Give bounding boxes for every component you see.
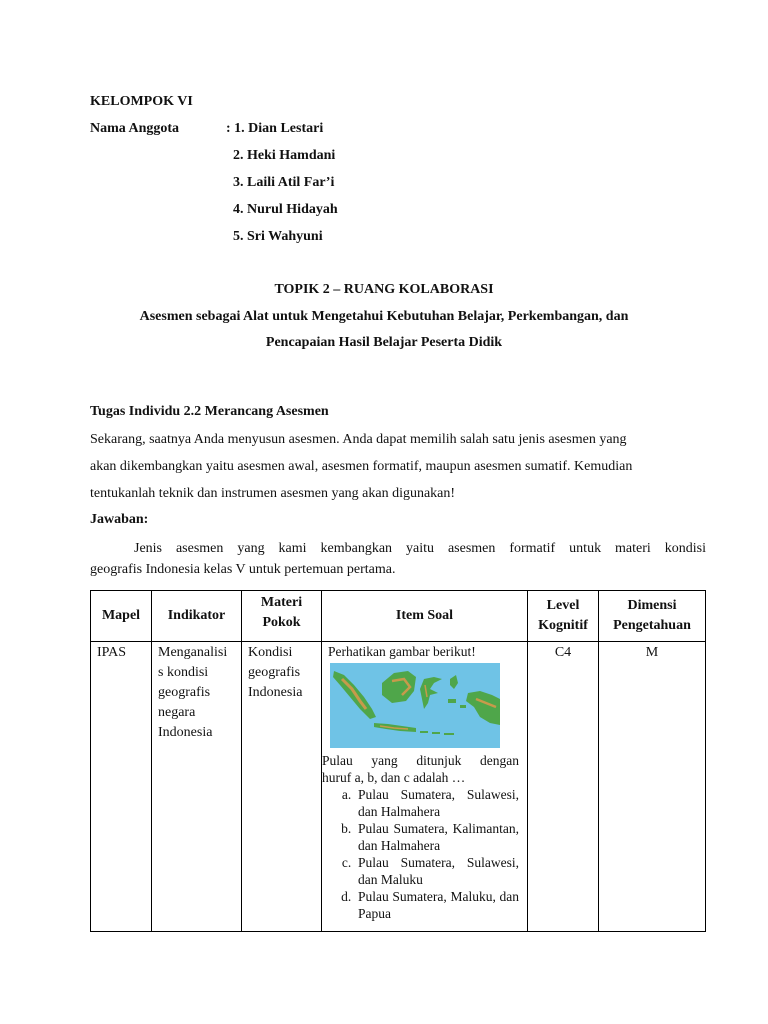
member-item: : 1. Dian Lestari: [226, 121, 324, 136]
member-item: 3. Laili Atil Far’i: [233, 175, 335, 190]
indikator-line: Menganalisi: [158, 645, 228, 660]
cell-dimensi: M: [599, 642, 706, 932]
indonesia-map-image: [330, 663, 500, 748]
header-level-kognitif: Level Kognitif: [528, 591, 599, 642]
header-materi-pokok: Materi Pokok: [242, 591, 322, 642]
answer-line: geografis Indonesia kelas V untuk pertemuan pertama.: [90, 562, 396, 577]
option-b: b. Pulau Sumatera, Kalimantan, dan Halmahera: [358, 820, 519, 854]
topic-subtitle-line1: Asesmen sebagai Alat untuk Mengetahui Kebutuhan Belajar, Perkembangan, dan: [139, 309, 629, 324]
member-item: 4. Nurul Hidayah: [233, 202, 338, 217]
option-a: a. Pulau Sumatera, Sulawesi, dan Halmahera: [358, 786, 519, 820]
table-row: [91, 642, 706, 932]
materi-line: Kondisi: [248, 645, 293, 660]
indikator-line: Indonesia: [158, 725, 213, 740]
option-d: d. Pulau Sumatera, Maluku, dan Papua: [358, 888, 519, 922]
task-heading: Tugas Individu 2.2 Merancang Asesmen: [90, 404, 329, 419]
question-line: Pulau yang ditunjuk dengan: [322, 753, 519, 768]
materi-line: Indonesia: [248, 685, 303, 700]
task-body-line: Sekarang, saatnya Anda menyusun asesmen. Anda dapat memilih salah satu jenis asesmen yang: [90, 432, 627, 447]
header-dimensi-pengetahuan: Dimensi Pengetahuan: [599, 591, 706, 642]
topic-title: TOPIK 2 – RUANG KOLABORASI: [274, 282, 494, 297]
header-indikator: Indikator: [152, 591, 242, 642]
cell-level: C4: [528, 642, 599, 932]
assessment-table: [90, 590, 706, 932]
topic-subtitle-line2: Pencapaian Hasil Belajar Peserta Didik: [265, 335, 503, 350]
header-mapel: Mapel: [91, 591, 152, 642]
map-graphic: [330, 663, 500, 748]
answer-line: Jenis asesmen yang kami kembangkan yaitu asesmen formatif untuk materi kondisi: [134, 541, 706, 556]
task-body: [90, 426, 706, 507]
cell-materi: [242, 642, 322, 932]
group-name: KELOMPOK VI: [90, 94, 193, 109]
member-item: 2. Heki Hamdani: [233, 148, 336, 163]
answer-options: [322, 786, 519, 922]
answer-label: Jawaban:: [90, 512, 149, 527]
member-item: 5. Sri Wahyuni: [233, 229, 323, 244]
task-body-line: tentukanlah teknik dan instrumen asesmen yang akan digunakan!: [90, 486, 456, 501]
indikator-line: negara: [158, 705, 196, 720]
cell-mapel: IPAS: [91, 642, 152, 932]
header-item-soal: Item Soal: [322, 591, 528, 642]
option-c: c. Pulau Sumatera, Sulawesi, dan Maluku: [358, 854, 519, 888]
table-header-row: [91, 591, 706, 642]
members-label: Nama Anggota: [90, 121, 180, 136]
indikator-line: s kondisi: [158, 665, 209, 680]
indikator-line: geografis: [158, 685, 211, 700]
cell-indikator: [152, 642, 242, 932]
question-line: huruf a, b, dan c adalah …: [322, 770, 466, 785]
item-intro: Perhatikan gambar berikut!: [328, 644, 476, 659]
materi-line: geografis: [248, 665, 301, 680]
task-body-line: akan dikembangkan yaitu asesmen awal, asesmen formatif, maupun asesmen sumatif. Kemudian: [90, 459, 633, 474]
cell-item-soal: [322, 642, 528, 932]
